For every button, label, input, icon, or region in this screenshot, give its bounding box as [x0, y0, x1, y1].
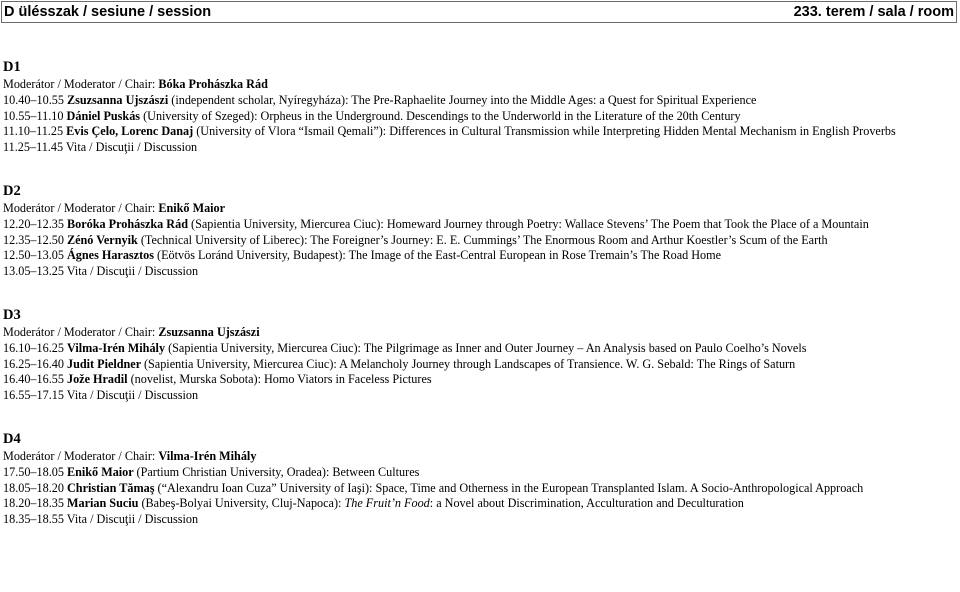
chair-line	[3, 77, 955, 93]
talk-time: 10.40–10.55	[3, 92, 67, 107]
talk-time: 18.20–18.35	[3, 496, 67, 511]
speaker-name: Enikő Maior	[66, 464, 137, 479]
chair-label: Moderátor / Moderator / Chair:	[3, 448, 159, 463]
talk-time: 17.50–18.05	[3, 464, 67, 479]
talk-text: (Partium Christian University, Oradea): Between Cultures	[136, 464, 420, 479]
talk-text: (Technical University of Liberec): The Foreigner’s Journey: E. E. Cummings’ The Enormous Room and Arthur Koestler’s Scum of the Earth	[140, 232, 828, 247]
speaker-name: Ágnes Harasztos	[66, 248, 158, 263]
talk-text: (novelist, Murska Sobota): Homo Viators in Faceless Pictures	[130, 372, 432, 387]
speaker-name: Evis Çelo, Lorenc Danaj	[66, 124, 197, 139]
talk-time: 12.20–12.35	[3, 216, 67, 231]
talk-text: (Eötvös Loránd University, Budapest): The Image of the East-Central European in Rose Tremain’s The Road Home	[157, 248, 722, 263]
talk-time: 18.35–18.55	[3, 512, 67, 527]
discussion-row	[3, 512, 955, 528]
discussion-row	[3, 264, 955, 280]
talk-time: 11.10–11.25	[3, 124, 67, 139]
speaker-name: Marian Suciu	[66, 496, 142, 511]
program-content	[3, 58, 955, 528]
discussion-text: Vita / Discuţii / Discussion	[66, 388, 199, 403]
talk-time: 18.05–18.20	[3, 480, 67, 495]
chair-name: Enikő Maior	[158, 200, 226, 215]
talk-row	[3, 481, 955, 497]
talk-text: (University of Vlora “Ismail Qemali”): Differences in Cultural Transmission while Interpreting Hidden Mental Mechanism in English Proverbs	[196, 124, 896, 139]
session-d2	[3, 182, 955, 280]
session-d3	[3, 306, 955, 404]
discussion-text: Vita / Discuţii / Discussion	[65, 140, 198, 155]
talk-row	[3, 217, 955, 233]
talk-time: 12.50–13.05	[3, 248, 67, 263]
talk-time: 16.40–16.55	[3, 372, 67, 387]
talk-row	[3, 109, 955, 125]
talk-row	[3, 496, 955, 512]
talk-row	[3, 124, 955, 140]
talk-text: (Sapientia University, Miercurea Ciuc): Homeward Journey through Poetry: Wallace Stevens’ The Poem that Took the Place of a Mountain	[191, 216, 869, 231]
talk-time: 16.55–17.15	[3, 388, 67, 403]
session-header	[1, 1, 957, 23]
session-d1	[3, 58, 955, 156]
speaker-name: Boróka Prohászka Rád	[66, 216, 192, 231]
talk-row	[3, 465, 955, 481]
speaker-name: Zénó Vernyik	[66, 232, 141, 247]
speaker-name: Vilma-Irén Mihály	[66, 340, 169, 355]
chair-line	[3, 201, 955, 217]
talk-time: 16.10–16.25	[3, 340, 67, 355]
talk-text: (Sapientia University, Miercurea Ciuc): The Pilgrimage as Inner and Outer Journey – An Analysis based on Paulo Coelho’s Novels	[168, 340, 807, 355]
session-title: D2	[3, 182, 21, 199]
session-label: D ülésszak / sesiune / session	[4, 4, 212, 20]
chair-name: Vilma-Irén Mihály	[158, 448, 257, 463]
talk-row	[3, 233, 955, 249]
session-title: D3	[3, 306, 21, 323]
talk-time: 13.05–13.25	[3, 264, 67, 279]
talk-italic-title: The Fruit’n Food	[344, 496, 430, 511]
session-title: D1	[3, 59, 21, 75]
discussion-row	[3, 140, 955, 156]
chair-label: Moderátor / Moderator / Chair:	[3, 77, 159, 91]
chair-line	[3, 449, 955, 465]
talk-row	[3, 93, 955, 109]
talk-text: (independent scholar, Nyíregyháza): The Pre-Raphaelite Journey into the Middle Ages: a Quest for Spiritual Experience	[171, 92, 757, 107]
speaker-name: Jože Hradil	[66, 372, 131, 387]
talk-row	[3, 372, 955, 388]
chair-name: Zsuzsanna Ujszászi	[158, 324, 260, 339]
talk-time: 16.25–16.40	[3, 356, 67, 371]
talk-text: (Babeş-Bolyai University, Cluj-Napoca):	[141, 496, 345, 511]
talk-text-rest: : a Novel about Discrimination, Acculturation and Deculturation	[429, 496, 744, 511]
talk-row	[3, 357, 955, 373]
session-d4	[3, 430, 955, 528]
discussion-text: Vita / Discuţii / Discussion	[66, 512, 199, 527]
chair-line	[3, 325, 955, 341]
chair-label: Moderátor / Moderator / Chair:	[3, 200, 159, 215]
talk-time: 12.35–12.50	[3, 232, 67, 247]
speaker-name: Christian Tămaş	[66, 480, 158, 495]
talk-row	[3, 341, 955, 357]
discussion-text: Vita / Discuţii / Discussion	[66, 264, 199, 279]
talk-text: (Sapientia University, Miercurea Ciuc): A Melancholy Journey through Landscapes of Transience. W. G. Sebald: The Rings of Saturn	[143, 356, 796, 371]
talk-time: 11.25–11.45	[3, 140, 66, 155]
session-title: D4	[3, 430, 21, 447]
room-label: 233. terem / sala / room	[793, 4, 954, 20]
speaker-name: Judit Pieldner	[66, 356, 144, 371]
talk-row	[3, 248, 955, 264]
speaker-name: Zsuzsanna Ujszászi	[66, 92, 172, 107]
discussion-row	[3, 388, 955, 404]
chair-name: Bóka Prohászka Rád	[158, 77, 268, 91]
speaker-name: Dániel Puskás	[66, 108, 144, 123]
talk-time: 10.55–11.10	[3, 108, 67, 123]
talk-text: (University of Szeged): Orpheus in the Underground. Descendings to the Underworld in the Literature of the 20th Century	[143, 108, 741, 123]
talk-text: (“Alexandru Ioan Cuza” University of Iaşi): Space, Time and Otherness in the European Transplanted Islam. A Socio-Anthropological Approach	[157, 480, 864, 495]
chair-label: Moderátor / Moderator / Chair:	[3, 324, 159, 339]
